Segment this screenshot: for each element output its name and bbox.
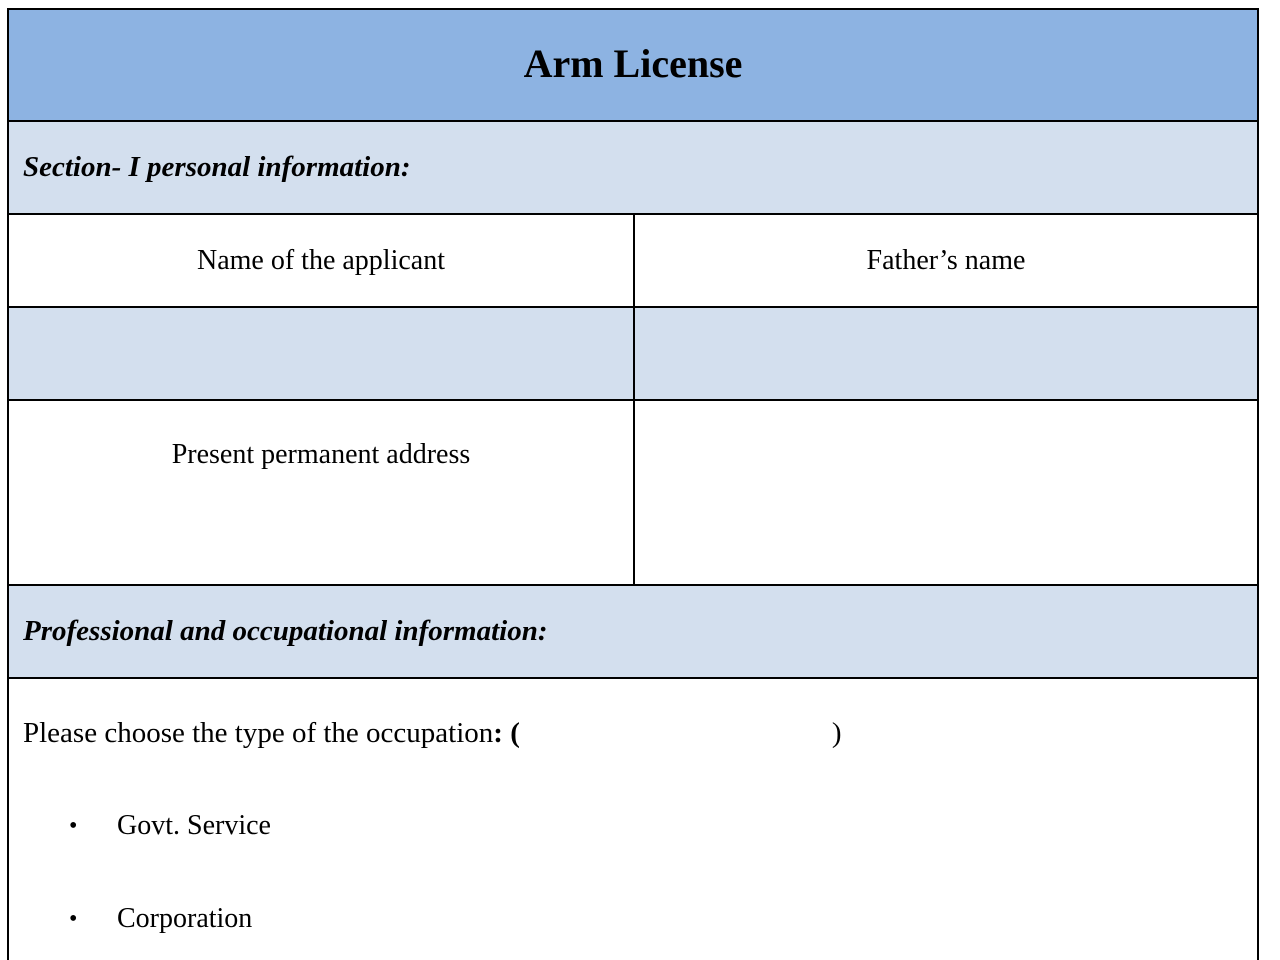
applicant-name-label-cell (9, 215, 635, 306)
option-label: Corporation (117, 903, 253, 934)
address-field[interactable] (635, 401, 1257, 584)
occupation-close-paren: ) (831, 717, 842, 749)
father-name-label-cell (635, 215, 1257, 306)
bullet-icon: • (69, 813, 78, 839)
occupation-prompt-line (23, 717, 842, 750)
section-professional-title: Professional and occupational information: (23, 615, 548, 647)
address-row (9, 401, 1257, 586)
occupation-colon: : (493, 717, 503, 749)
occupation-open-paren: ( (510, 717, 520, 749)
arm-license-form (7, 8, 1259, 960)
applicant-name-field[interactable] (9, 308, 635, 399)
occupation-area (9, 679, 1257, 960)
names-label-row (9, 215, 1257, 308)
bullet-icon: • (69, 906, 78, 932)
title-bar (9, 10, 1257, 122)
form-title: Arm License (523, 40, 743, 86)
father-name-field[interactable] (635, 308, 1257, 399)
section-personal-title: Section- I personal information: (23, 151, 411, 183)
address-label-cell (9, 401, 635, 584)
section-personal-header (9, 122, 1257, 215)
occupation-prompt: Please choose the type of the occupation (23, 717, 494, 749)
option-label: Govt. Service (117, 810, 271, 841)
section-professional-header (9, 586, 1257, 679)
father-name-label: Father’s name (866, 244, 1026, 276)
names-value-row (9, 308, 1257, 401)
address-label: Present permanent address (171, 439, 471, 470)
applicant-name-label: Name of the applicant (196, 244, 445, 276)
